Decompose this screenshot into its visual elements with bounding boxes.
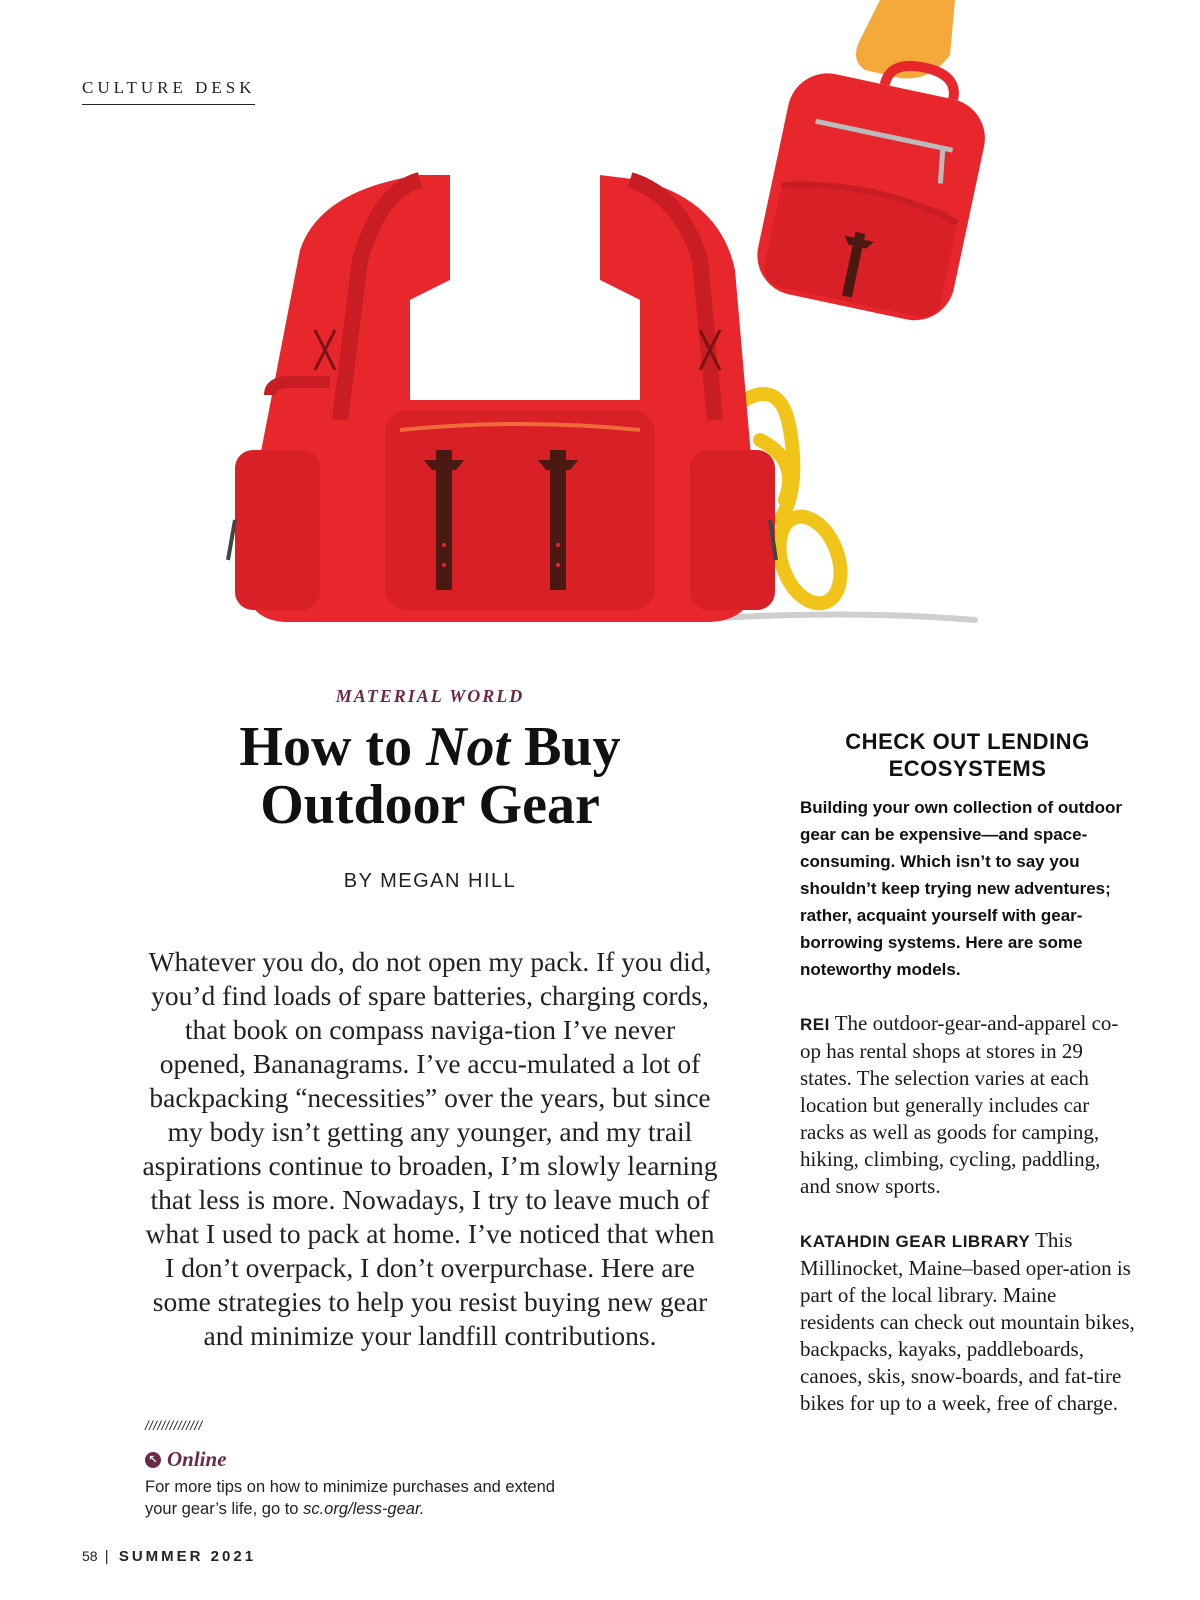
entry-name: REI	[800, 1015, 830, 1034]
sidebar-intro: Building your own collection of outdoor gear can be expensive—and space-consuming. Which isn’t to say you shouldn’t keep trying new adventures; rather, acquaint yourself with gear-borrowing systems. Here are some noteworthy models.	[800, 798, 1123, 979]
headline-emphasis: Not	[426, 716, 511, 778]
page-number: 58	[82, 1548, 98, 1564]
entry-name: KATAHDIN GEAR LIBRARY	[800, 1232, 1031, 1251]
sidebar-title: CHECK OUT LENDING ECOSYSTEMS	[845, 729, 1090, 781]
online-text	[145, 1476, 585, 1520]
online-url-link[interactable]: sc.org/less-gear.	[303, 1500, 425, 1518]
main-backpack	[228, 169, 776, 622]
sidebar	[800, 728, 1135, 1417]
divider-slashes: //////////////	[145, 1418, 203, 1433]
headline-line-1	[130, 718, 730, 776]
section-label: CULTURE DESK	[82, 78, 255, 105]
sidebar-entry-katahdin	[800, 1227, 1135, 1417]
entry-text: This Millinocket, Maine–based oper-ation is part of the local library. Maine residents can check out mountain bikes, backpacks, kayaks, paddleboards, canoes, skis, snow-boards, and fat-tire bikes for up to a week, free of charge.	[800, 1228, 1135, 1415]
entry-text: The outdoor-gear-and-apparel co-op has rental shops at stores in 29 states. The selection varies at each location but generally includes car racks as well as goods for camping, hiking, climbing, cycling, paddling, and snow sports.	[800, 1011, 1119, 1198]
online-body-text: For more tips on how to minimize purchases and extend your gear’s life, go to	[145, 1478, 555, 1518]
cursor-icon: ↖	[145, 1452, 161, 1468]
online-label: Online	[167, 1447, 227, 1471]
sidebar-entry-rei	[800, 1010, 1135, 1200]
byline: BY MEGAN HILL	[343, 870, 517, 892]
headline	[130, 718, 730, 834]
headline-part-1: How to	[239, 716, 427, 778]
headline-line-2: Outdoor Gear	[260, 774, 600, 836]
folio	[82, 1548, 256, 1565]
online-heading	[145, 1447, 227, 1472]
small-backpack	[750, 42, 998, 328]
folio-separator: |	[104, 1548, 112, 1565]
deck-paragraph: Whatever you do, do not open my pack. If you did, you’d find loads of spare batteries, charging cords, that book on compass naviga-tion I’ve never opened, Bananagrams. I’ve accu-mulated a lot of backpacking “necessities” over the years, but since my body isn’t getting any younger, and my trail aspirations continue to broaden, I’m slowly learning that less is more. Nowadays, I try to leave much of what I used to pack at home. I’ve noticed that when I don’t overpack, I don’t overpurchase. Here are some strategies to help you resist buying new gear and minimize your landfill contributions.	[142, 946, 718, 1351]
issue-label: SUMMER 2021	[118, 1548, 257, 1565]
backpack-illustration	[0, 0, 1200, 660]
kicker: MATERIAL WORLD	[335, 686, 525, 706]
headline-part-2: Buy	[510, 716, 621, 778]
